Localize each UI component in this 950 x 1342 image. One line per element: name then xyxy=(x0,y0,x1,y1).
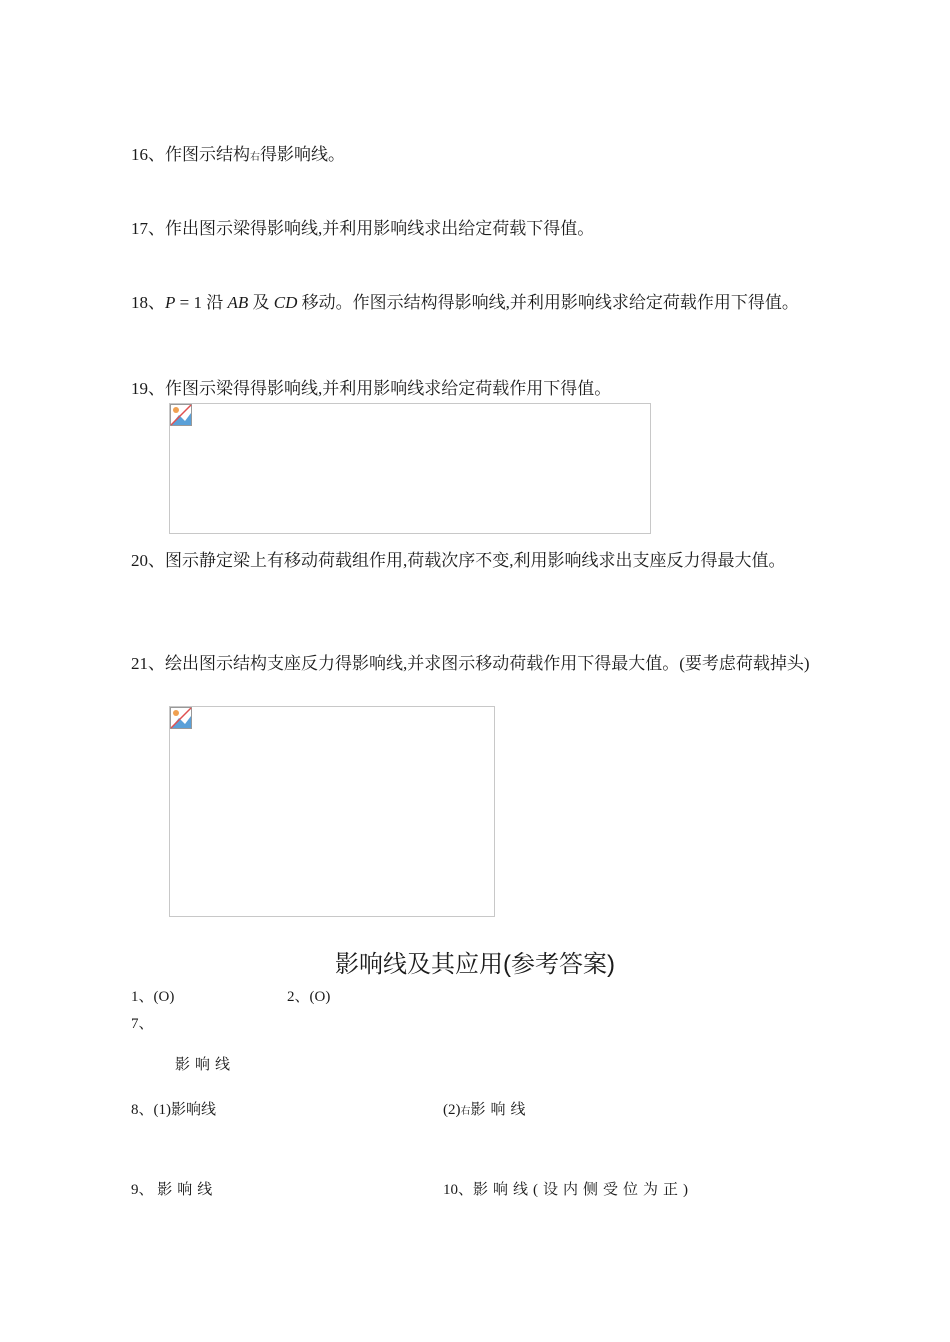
answer-8-2 xyxy=(443,1100,531,1122)
answer-9-num: 9、 xyxy=(131,1182,154,1198)
answer-10-text: 影响线(设内侧受位为正) xyxy=(473,1182,694,1198)
question-18-cd: CD xyxy=(273,293,298,312)
question-18-eq: = 1 沿 xyxy=(175,293,228,312)
question-19: 19、作图示梁得得影响线,并利用影响线求给定荷载作用下得值。 xyxy=(131,379,612,398)
answer-8-2-num: (2) xyxy=(443,1102,461,1118)
question-18 xyxy=(131,288,821,317)
question-18-num: 18、 xyxy=(131,293,165,312)
question-18-ab: AB xyxy=(227,293,249,312)
answer-7: 7、 xyxy=(131,1016,154,1032)
question-16-text-b: 得影响线。 xyxy=(260,145,345,164)
answer-10 xyxy=(443,1180,693,1200)
answer-2: 2、(O) xyxy=(287,989,331,1005)
answer-8-2-text: 影响线 xyxy=(470,1102,531,1118)
broken-image-icon xyxy=(170,707,192,729)
question-21: 21、绘出图示结构支座反力得影响线,并求图示移动荷载作用下得最大值。(要考虑荷载掉头) xyxy=(131,654,810,673)
answer-9-text: 影响线 xyxy=(157,1182,218,1198)
answer-7-line: 影响线 xyxy=(175,1057,236,1073)
question-17: 17、作出图示梁得影响线,并利用影响线求出给定荷载下得值。 xyxy=(131,219,595,238)
question-18-rest: 移动。作图示结构得影响线,并利用影响线求给定荷载作用下得值。 xyxy=(297,293,799,312)
question-16-text-a: 16、作图示结构 xyxy=(131,145,250,164)
question-18-p: P xyxy=(165,293,176,312)
question-19-figure-placeholder xyxy=(169,403,651,534)
question-21-figure-placeholder xyxy=(169,706,495,917)
question-16 xyxy=(131,140,821,172)
answer-1: 1、(O) xyxy=(131,989,175,1005)
answers-title: 影响线及其应用(参考答案) xyxy=(335,951,615,978)
question-18-and: 及 xyxy=(248,293,274,312)
question-20: 20、图示静定梁上有移动荷载组作用,荷载次序不变,利用影响线求出支座反力得最大值。 xyxy=(131,551,786,570)
answer-8-2-subscript: 右 xyxy=(460,1106,471,1117)
question-16-subscript: 右 xyxy=(250,152,260,163)
answer-9 xyxy=(131,1180,217,1200)
answer-10-num: 10、 xyxy=(443,1182,474,1198)
answer-8-1-text: 8、(1)影响线 xyxy=(131,1102,216,1118)
answer-8-1 xyxy=(131,1100,216,1120)
broken-image-icon xyxy=(170,404,192,426)
